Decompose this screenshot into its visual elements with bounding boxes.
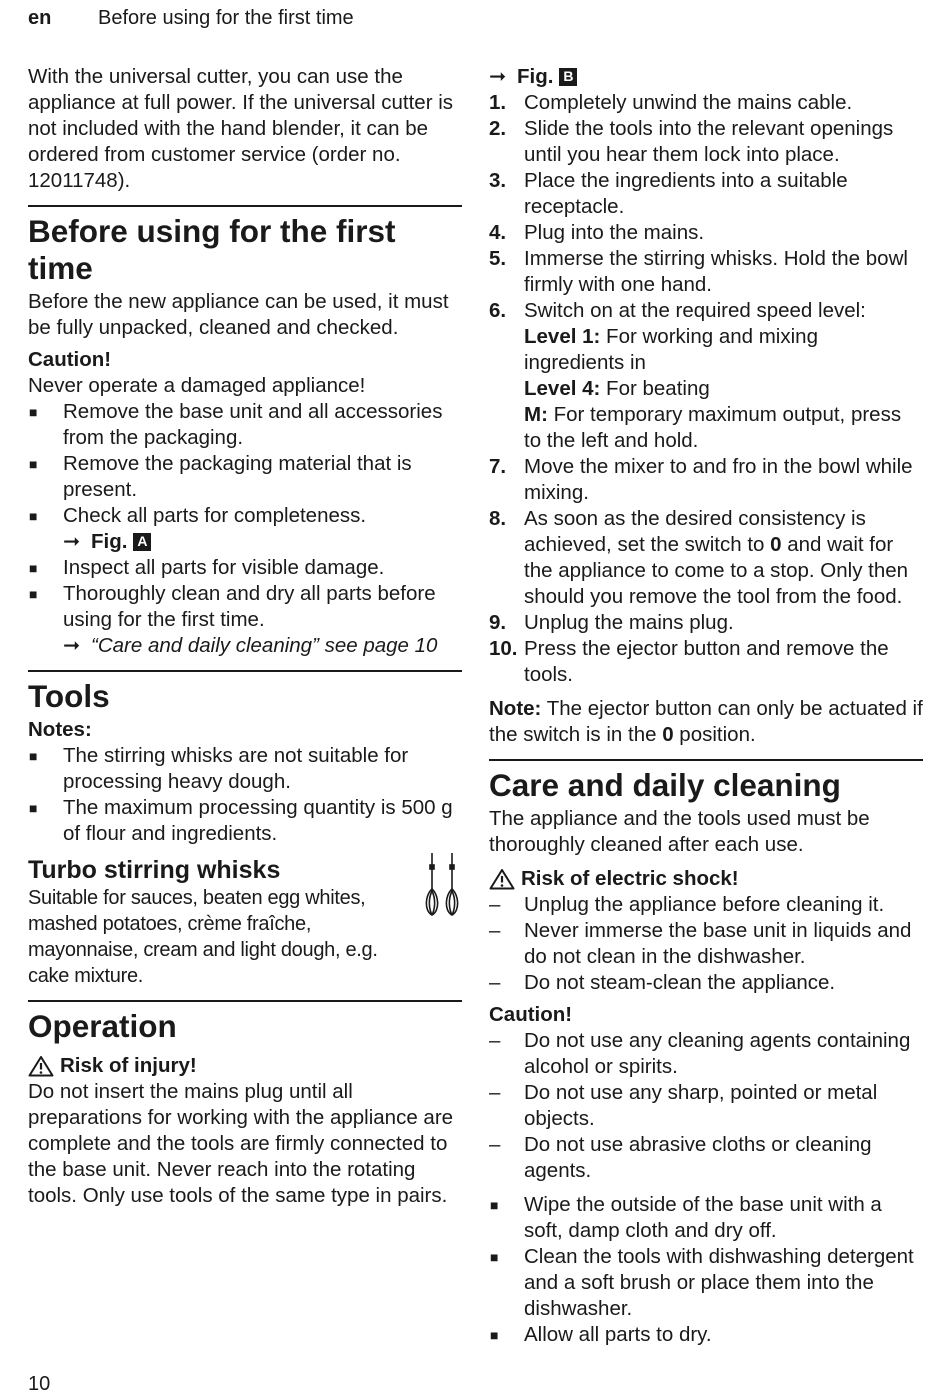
list-item: – Do not use any cleaning agents containing alcohol or spirits. [489,1028,923,1080]
cross-reference: ➞ “Care and daily cleaning” see page 10 [63,634,438,657]
section-divider [28,670,462,672]
section-divider [28,1000,462,1002]
subsection-title-whisks: Turbo stirring whisks [28,856,281,884]
right-column [489,64,923,1348]
operation-steps [489,90,923,688]
page-header [28,5,354,31]
intro-paragraph: With the universal cutter, you can use the appliance at full power. If the universal cutter is not included with the hand blender, it can be ordered from customer service (order no. 12011748). [28,65,454,192]
whisks-description: Suitable for sauces, beaten egg whites, mashed potatoes, crème fraîche, mayonnaise, cream and light dough, e.g. cake mixture. [28,887,378,987]
turbo-whisks-block [28,855,462,989]
step-item: 7. Move the mixer to and fro in the bowl while mixing. [489,455,913,504]
list-item: – Never immerse the base unit in liquids and do not clean in the dishwasher. [489,918,923,970]
section-divider [28,205,462,207]
caution-text: Never operate a damaged appliance! [28,374,366,397]
figure-letter-badge: B [559,68,577,86]
arrow-right-icon: ➞ [63,634,81,657]
step-item: 3. Place the ingredients into a suitable receptacle. [489,169,848,218]
list-item: ■ Remove the packaging material that is present. [28,451,462,503]
warning-triangle-icon [489,868,515,890]
notes-label: Notes: [28,718,92,741]
header-title: Before using for the first time [98,7,354,29]
list-item: ■ Wipe the outside of the base unit with a soft, damp cloth and dry off. [489,1192,923,1244]
step-item: 8. As soon as the desired consistency is achieved, set the switch to 0 and wait for the appliance to come to a stop. Only then should you remove the tool from the food. [489,507,909,608]
list-item: ■ Clean the tools with dishwashing detergent and a soft brush or place them into the dishwasher. [489,1244,923,1322]
operation-warning-text: Do not insert the mains plug until all preparations for working with the appliance are complete and the tools are firmly connected to the base unit. Never reach into the rotating tools. Only use tools of the same type in pairs. [28,1080,454,1207]
section-divider [489,759,923,761]
speed-level-1: Level 1: For working and mixing ingredients in [524,325,818,374]
list-item: – Do not use abrasive cloths or cleaning agents. [489,1132,923,1184]
speed-level-max: M: For temporary maximum output, press to the left and hold. [524,403,902,452]
list-item: ■ Inspect all parts for visible damage. [28,555,462,581]
list-item: ■ Allow all parts to dry. [489,1322,923,1348]
arrow-right-icon: ➞ [63,530,81,553]
list-item: ■ Check all parts for completeness. ➞ Fig. A [28,503,462,555]
care-text: The appliance and the tools used must be thoroughly cleaned after each use. [489,807,870,856]
shock-warning-list [489,892,923,996]
caution-label: Caution! [489,1003,573,1026]
warning-heading: Risk of electric shock! [489,866,923,892]
language-code: en [28,7,52,29]
speed-level-4: Level 4: For beating [524,377,710,400]
step-item: 10. Press the ejector button and remove the tools. [489,637,889,686]
step-item: 9. Unplug the mains plug. [489,611,734,634]
first-use-text: Before the new appliance can be used, it must be fully unpacked, cleaned and checked. [28,290,449,339]
step-item: 2. Slide the tools into the relevant openings until you hear them lock into place. [489,117,894,166]
warning-triangle-icon [28,1055,54,1077]
section-title-tools: Tools [28,678,110,714]
step-item: 5. Immerse the stirring whisks. Hold the bowl firmly with one hand. [489,247,908,296]
first-use-list [28,399,462,659]
list-item: – Do not use any sharp, pointed or metal objects. [489,1080,923,1132]
page-number: 10 [28,1373,51,1392]
stirring-whisks-icon [422,851,462,919]
list-item: – Do not steam-clean the appliance. [489,970,923,996]
warning-heading: Risk of injury! [28,1053,462,1079]
cleaning-list [489,1192,923,1348]
section-title-care: Care and daily cleaning [489,767,841,803]
section-title-operation: Operation [28,1008,177,1044]
notes-list [28,743,462,847]
figure-letter-badge: A [133,533,151,551]
figure-reference: ➞ Fig. B [489,64,577,90]
list-item: ■ The maximum processing quantity is 500 g of flour and ingredients. [28,795,462,847]
caution-list [489,1028,923,1184]
list-item: ■ Remove the base unit and all accessories from the packaging. [28,399,462,451]
list-item: ■ Thoroughly clean and dry all parts before using for the first time. ➞ “Care and daily cleaning” see page 10 [28,581,462,659]
arrow-right-icon: ➞ [489,65,507,88]
caution-label: Caution! [28,348,112,371]
left-column [28,64,462,1209]
step-item: 1. Completely unwind the mains cable. [489,91,853,114]
step-item: 6. Switch on at the required speed level: Level 1: For working and mixing ingredients in Level 4: For beating M: For temporary maximum output, press to the left and hold. [489,298,923,454]
list-item: ■ The stirring whisks are not suitable for processing heavy dough. [28,743,462,795]
step-item: 4. Plug into the mains. [489,221,705,244]
section-title-first-use: Before using for the first time [28,213,396,286]
list-item: – Unplug the appliance before cleaning it. [489,892,923,918]
figure-reference: ➞ Fig. A [63,529,151,555]
ejector-note: Note: The ejector button can only be actuated if the switch is in the 0 position. [489,697,923,746]
